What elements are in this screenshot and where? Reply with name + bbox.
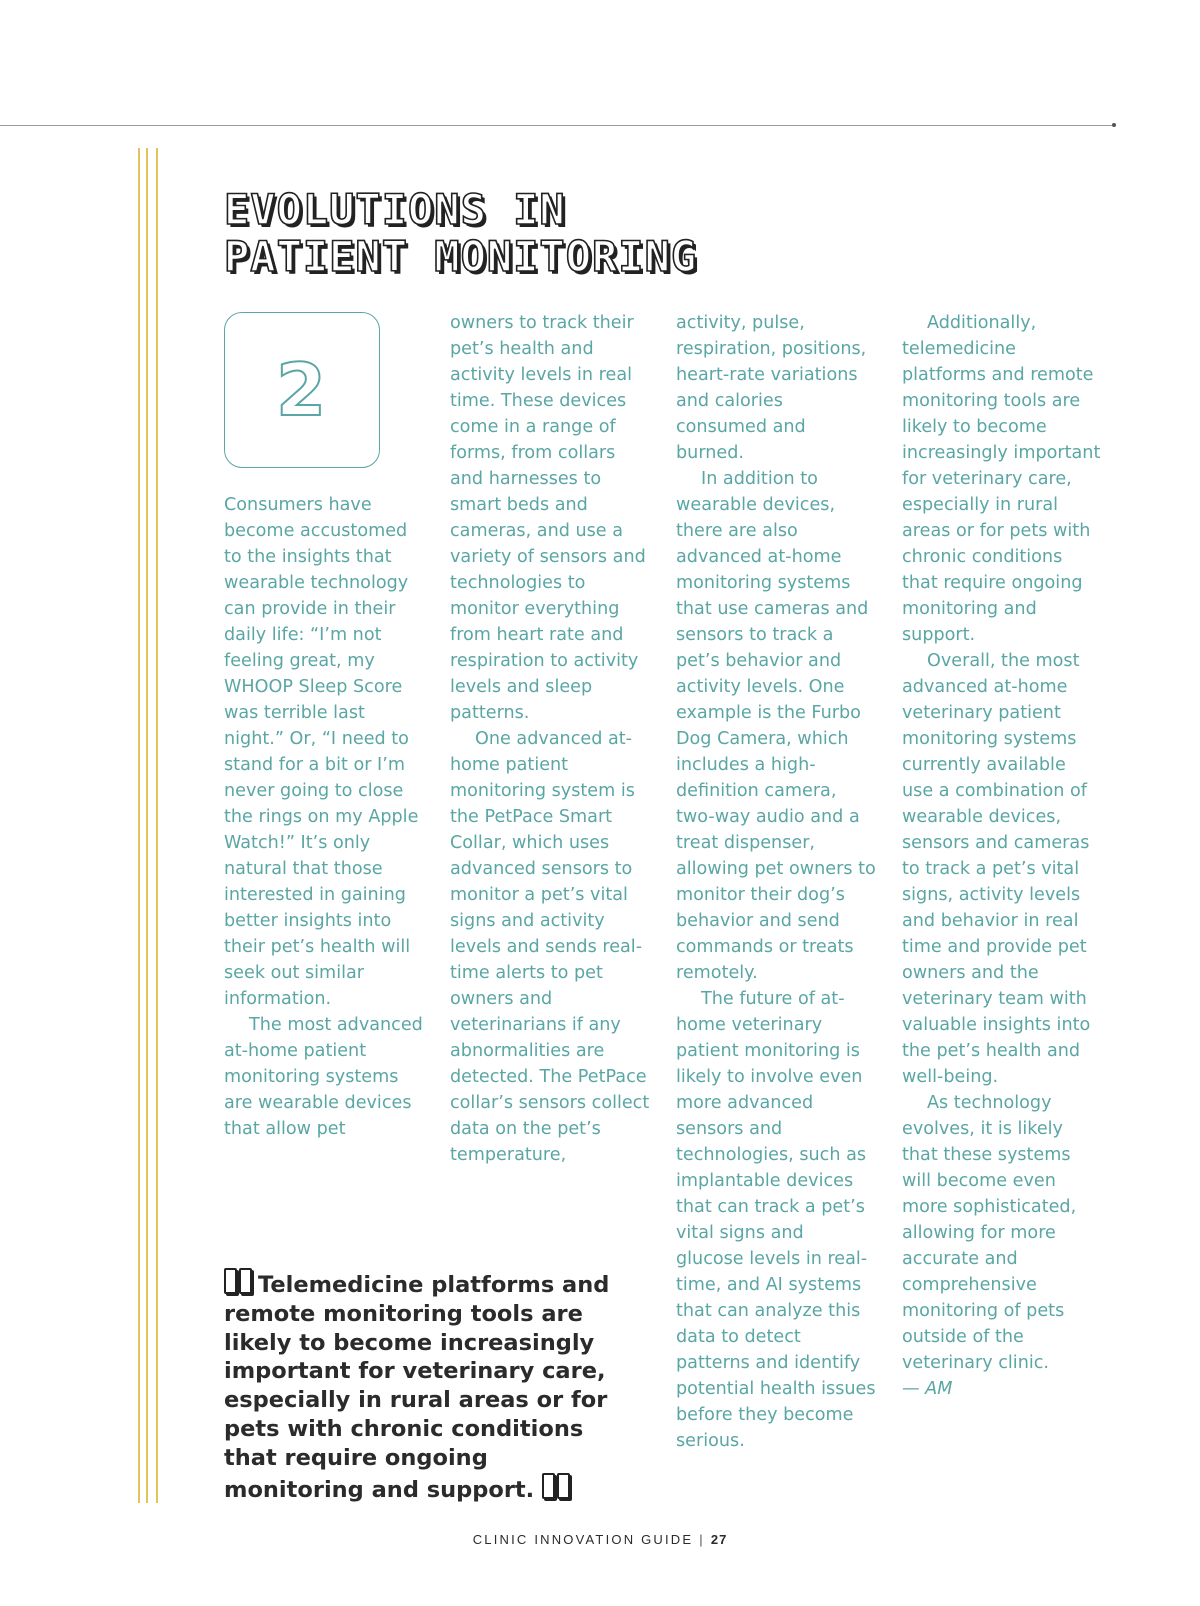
open-quote-icon <box>224 1268 252 1294</box>
article-headline <box>224 186 697 280</box>
author-signature: — AM <box>902 1379 953 1399</box>
paragraph: activity, pulse, respiration, positions, heart-rate variations and calories consumed and burned. <box>676 313 867 463</box>
pull-quote-text: Telemedicine platforms and remote monitoring tools are likely to become increasingly important for veterinary care, especially in rural areas or for pets with chronic conditions that require ongoing monitoring and support. <box>224 1272 610 1503</box>
paragraph: Overall, the most advanced at-home veterinary patient monitoring systems currently available use a combination of wearable devices, sensors and cameras to track a pet’s vital signs, activity levels and behavior in real time and provide pet owners and the veterinary team with valuable insights into the pet’s health and well-being. <box>902 651 1091 1087</box>
publication-name: CLINIC INNOVATION GUIDE <box>472 1532 694 1547</box>
decorative-vertical-line <box>138 148 140 1503</box>
decorative-vertical-line <box>156 148 158 1503</box>
paragraph: Additionally, telemedicine platforms and remote monitoring tools are likely to become increasingly important for veterinary care, especially in rural areas or for pets with chronic conditions that require ongoing monitoring and support. <box>902 313 1101 645</box>
footer-separator: | <box>699 1532 705 1547</box>
headline-line-2: PATIENT MONITORING <box>224 232 698 281</box>
paragraph: The future of at-home veterinary patient monitoring is likely to involve even more advanced sensors and technologies, such as implantable devices that can track a pet’s vital signs and glucose levels in real-time, and AI systems that can analyze this data to detect patterns and identify potential health issues before they become serious. <box>676 989 876 1451</box>
page-footer <box>0 1532 1200 1547</box>
paragraph: One advanced at-home patient monitoring system is the PetPace Smart Collar, which uses advanced sensors to monitor a pet’s vital signs and activity levels and sends real-time alerts to pet owners and veterinarians if any abnormalities are detected. The PetPace collar’s sensors collect data on the pet’s temperature, <box>450 729 650 1165</box>
top-rule-endpoint <box>1112 123 1116 127</box>
paragraph: As technology evolves, it is likely that these systems will become even more sophisticated, allowing for more accurate and comprehensive monitoring of pets outside of the veterinary clinic. <box>902 1093 1077 1373</box>
article-column-3 <box>676 310 876 1454</box>
article-column-4 <box>902 310 1102 1402</box>
section-number-badge <box>224 312 380 468</box>
paragraph: Consumers have become accustomed to the insights that wearable technology can provide in their daily life: “I’m not feeling great, my WHOOP Sleep Score was terrible last night.” Or, “I need to stand for a bit or I’m never going to close the rings on my Apple Watch!” It’s only natural that those interested in gaining better insights into their pet’s health will seek out similar information. <box>224 495 419 1009</box>
section-number: 2 <box>275 348 329 432</box>
paragraph: In addition to wearable devices, there are also advanced at-home monitoring systems that use cameras and sensors to track a pet’s behavior and activity levels. One example is the Furbo Dog Camera, which includes a high-definition camera, two-way audio and a treat dispenser, allowing pet owners to monitor their dog’s behavior and send commands or treats remotely. <box>676 469 876 983</box>
article-column-2 <box>450 310 650 1168</box>
decorative-vertical-line <box>146 148 148 1503</box>
paragraph: owners to track their pet’s health and activity levels in real time. These devices come in a range of forms, from collars and harnesses to smart beds and cameras, and use a variety of sensors and technologies to monitor everything from heart rate and respiration to activity levels and sleep patterns. <box>450 313 646 723</box>
headline-line-1: EVOLUTIONS IN <box>224 185 566 234</box>
page-number: 27 <box>710 1532 728 1547</box>
article-column-1 <box>224 492 424 1142</box>
top-rule <box>0 125 1116 126</box>
close-quote-icon <box>542 1473 570 1499</box>
paragraph: The most advanced at-home patient monitoring systems are wearable devices that allow pet <box>224 1015 423 1139</box>
pull-quote <box>224 1268 634 1504</box>
